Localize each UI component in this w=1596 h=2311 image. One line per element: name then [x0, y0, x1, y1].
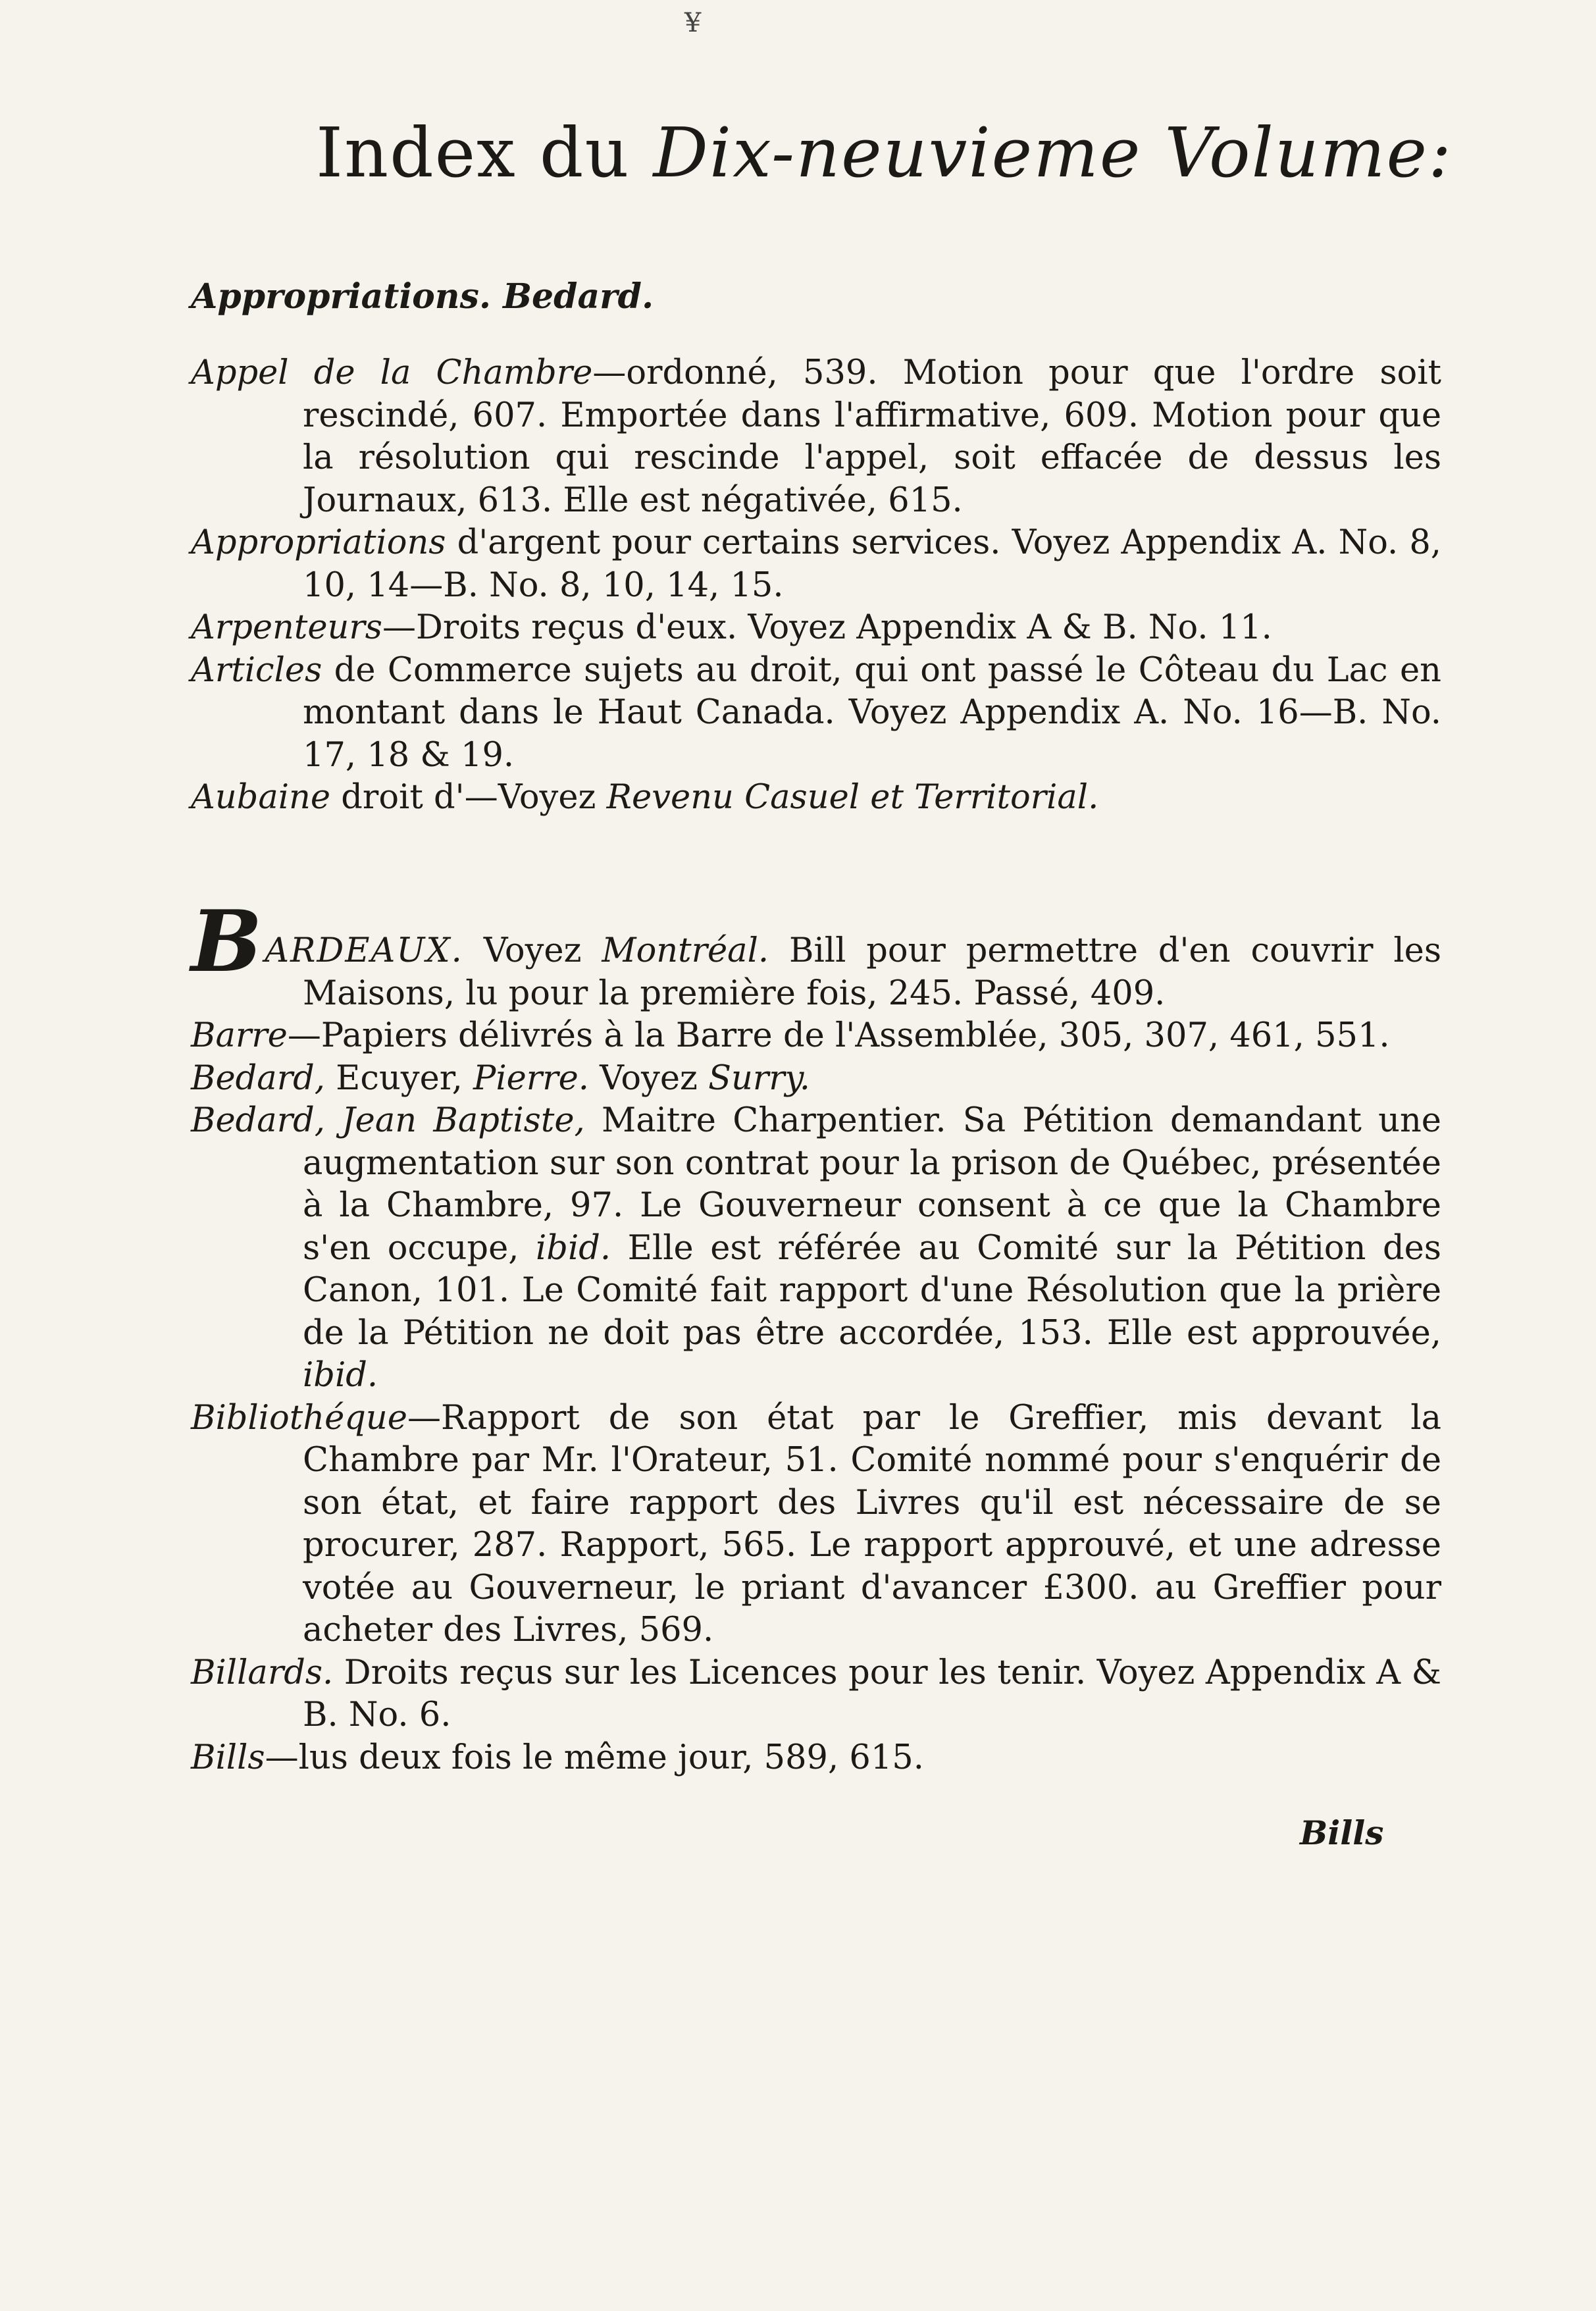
entry-reference: Montréal.: [602, 931, 769, 970]
entry-text: Ecuyer,: [324, 1058, 473, 1098]
index-entry: [191, 1015, 1441, 1058]
entry-text: droit d'—Voyez: [330, 778, 607, 817]
index-entry: [191, 607, 1441, 650]
entry-head: Appel de la Chambre: [191, 353, 593, 392]
entry-text: Voyez: [588, 1058, 709, 1098]
entry-reference: ibid.: [536, 1228, 611, 1268]
entry-head: Barre: [191, 1016, 288, 1055]
index-entry: [191, 522, 1441, 607]
entry-text: de Commerce sujets au droit, qui ont passé le Côteau du Lac en montant dans le Haut Canada. Voyez Appendix A. No. 16—B. No. 17, 18 & 19.: [303, 650, 1441, 775]
entry-text: Elle est référée au Comité sur la Pétition des Canon, 101. Le Comité fait rapport d'une Résolution que la prière de la Pétition ne doit pas être accordée, 153. Elle est approuvée,: [303, 1228, 1441, 1353]
entry-text: —Droits reçus d'eux. Voyez Appendix A & B. No. 11.: [382, 608, 1272, 647]
entry-head: Bibliothéque: [191, 1398, 407, 1438]
entry-head: Aubaine: [191, 778, 331, 817]
entry-text: —ordonné, 539. Motion pour que l'ordre soit rescindé, 607. Emportée dans l'affirmative, 609. Motion pour que la résolution qui rescinde l'appel, soit effacée de dessus les Journaux, 613. Elle est négativée, 615.: [303, 353, 1442, 520]
index-entry: [191, 352, 1441, 522]
entry-reference: ibid.: [303, 1356, 378, 1395]
entry-head: ARDEAUX.: [265, 931, 463, 970]
entry-text: Voyez: [463, 931, 602, 970]
index-entry: [191, 1100, 1441, 1397]
top-mark: ¥: [684, 8, 702, 38]
entry-text: —Rapport de son état par le Greffier, mis devant la Chambre par Mr. l'Orateur, 51. Comité nommé pour s'enquérir de son état, et faire rapport des Livres qu'il est nécessaire de se procurer, 287. Rapport, 565. Le rapport approuvé, et une adresse votée au Gouverneur, le priant d'avancer £300. au Greffier pour acheter des Livres, 569.: [303, 1398, 1441, 1649]
index-entry: [191, 1652, 1441, 1737]
entry-text: —lus deux fois le même jour, 589, 615.: [265, 1738, 924, 1777]
entry-text: —Papiers délivrés à la Barre de l'Assemblée, 305, 307, 461, 551.: [287, 1016, 1390, 1055]
entry-text: Maitre Charpentier. Sa Pétition demandant une augmentation sur son contrat pour la prison de Québec, présentée à la Chambre, 97. Le Gouverneur consent à ce que la Chambre s'en occupe,: [303, 1101, 1441, 1268]
entry-head: Billards.: [191, 1653, 334, 1692]
title-part-volume: Dix-neuvieme Volume:: [653, 113, 1453, 193]
entry-head: Bedard, Jean Baptiste,: [191, 1101, 585, 1140]
entry-head: Arpenteurs: [191, 608, 382, 647]
index-entry: [191, 650, 1441, 777]
index-entry: [191, 1058, 1441, 1101]
entry-reference: Pierre.: [473, 1058, 589, 1098]
index-entry: [191, 777, 1441, 819]
index-section-a: [191, 352, 1441, 819]
index-section-b: [191, 893, 1441, 1779]
index-entry: [191, 1397, 1441, 1652]
entry-reference: Surry.: [708, 1058, 810, 1098]
entry-reference: Revenu Casuel et Territorial.: [606, 778, 1099, 817]
entry-text: d'argent pour certains services. Voyez Appendix A. No. 8, 10, 14—B. No. 8, 10, 14, 15.: [303, 523, 1441, 605]
entry-head: Bedard,: [191, 1058, 325, 1098]
index-entry: [191, 1737, 1441, 1780]
entry-text: Bill pour permettre d'en couvrir les Maisons, lu pour la première fois, 245. Passé, 409.: [303, 931, 1441, 1013]
entry-text: Droits reçus sur les Licences pour les tenir. Voyez Appendix A & B. No. 6.: [303, 1653, 1441, 1734]
entry-head: Bills: [191, 1738, 265, 1777]
title-part-index: Index du: [316, 113, 631, 193]
catchword: Bills: [1300, 1813, 1384, 1852]
index-entry-lead: [191, 893, 1441, 1015]
entry-head: Appropriations: [191, 523, 446, 562]
running-header: Appropriations. Bedard.: [191, 276, 654, 317]
page-title: [316, 113, 1453, 193]
drop-cap: B: [191, 893, 263, 991]
entry-head: Articles: [191, 650, 322, 690]
